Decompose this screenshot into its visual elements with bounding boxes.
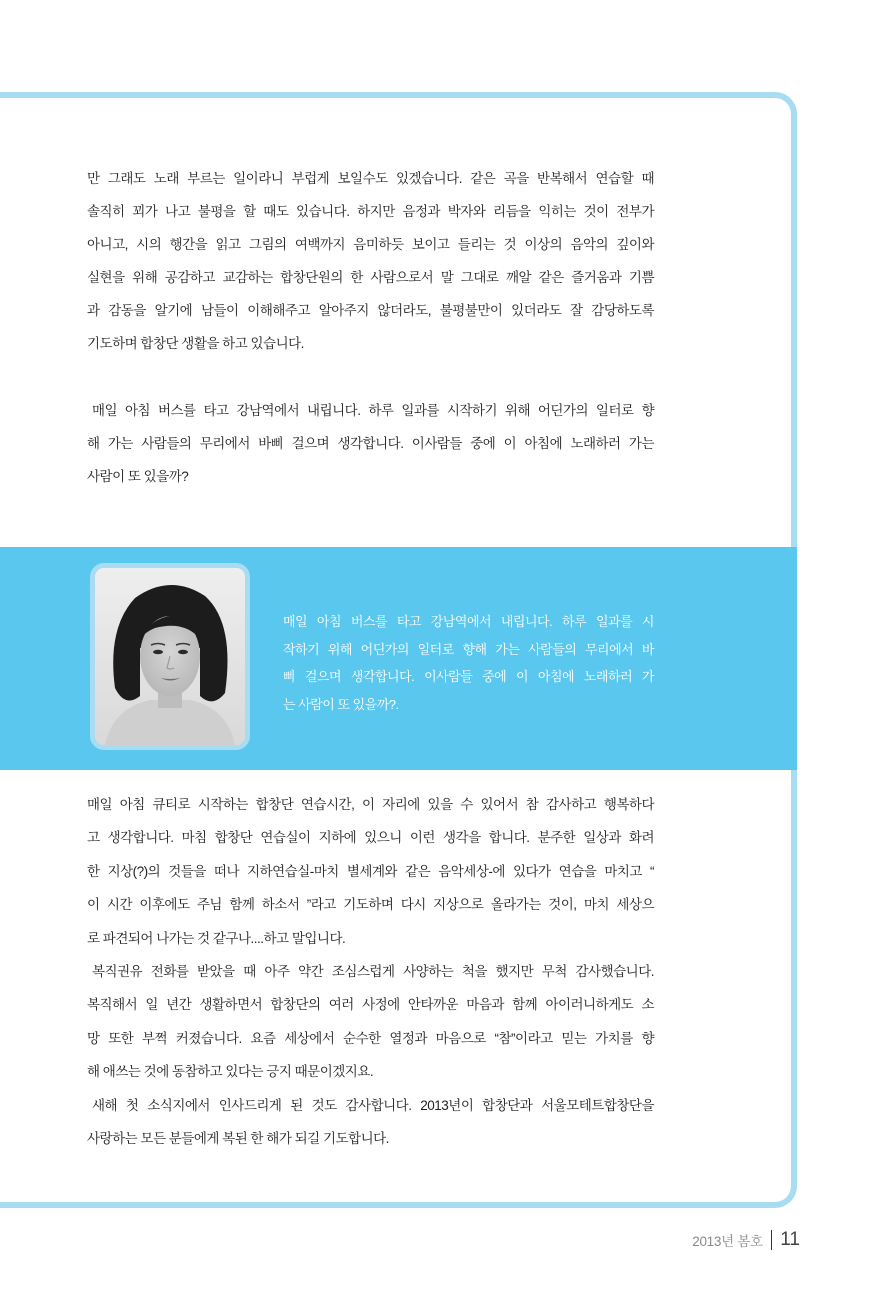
text-line: 이 시간 이후에도 주님 함께 하소서 ”라고 기도하며 다시 지상으로 올라가는 것이, 마치 세상으 xyxy=(87,897,654,913)
text-line: 매일 아침 버스를 타고 강남역에서 내립니다. 하루 일과를 시 xyxy=(283,614,654,629)
text-line: 해 가는 사람들의 무리에서 바삐 걸으며 생각합니다. 이사람들 중에 이 아침에 노래하러 가는 xyxy=(87,436,654,451)
article-body-part-1 xyxy=(87,162,654,360)
text-line: 작하기 위해 어딘가의 일터로 향해 가는 사람들의 무리에서 바 xyxy=(283,641,654,657)
text-line: 매일 아침 버스를 타고 강남역에서 내립니다. 하루 일과를 시작하기 위해 어딘가의 일터로 향 xyxy=(92,403,654,418)
text-line: 아니고, 시의 행간을 읽고 그림의 여백까지 음미하듯 보이고 들리는 것 이상의 음악의 깊이와 xyxy=(87,237,654,252)
text-line: 해 애쓰는 것에 동참하고 있다는 긍지 때문이겠지요. xyxy=(87,1064,374,1080)
pull-quote-text xyxy=(283,608,654,718)
text-line: 망 또한 부쩍 커졌습니다. 요즘 세상에서 순수한 열정과 마음으로 “참”이라고 믿는 가치를 향 xyxy=(87,1030,654,1046)
paragraph xyxy=(87,1089,654,1156)
text-line: 는 사람이 또 있을까?. xyxy=(283,696,399,712)
article-body-part-3 xyxy=(87,788,654,1155)
portrait-photo xyxy=(90,563,250,750)
text-line: 기도하며 합창단 생활을 하고 있습니다. xyxy=(87,336,304,351)
text-line: 사랑하는 모든 분들에게 복된 한 해가 되길 기도합니다. xyxy=(87,1130,389,1146)
issue-label: 2013년 봄호 xyxy=(692,1234,763,1249)
text-line: 고 생각합니다. 마침 합창단 연습실이 지하에 있으니 이런 생각을 합니다. 분주한 일상과 화려 xyxy=(87,830,654,846)
text-line: 과 감동을 알기에 남들이 이해해주고 알아주지 않더라도, 불평불만이 있더라도 잘 감당하도록 xyxy=(87,303,654,318)
paragraph xyxy=(87,788,654,955)
text-line: 복직해서 일 년간 생활하면서 합창단의 여러 사정에 안타까운 마음과 함께 아이러니하게도 소 xyxy=(87,997,654,1013)
text-line: 실현을 위해 공감하고 교감하는 합창단원의 한 사람으로서 말 그대로 깨알 같은 즐거움과 기쁨 xyxy=(87,270,654,285)
article-body-part-2 xyxy=(87,394,654,493)
footer-divider xyxy=(771,1230,773,1250)
paragraph xyxy=(87,955,654,1089)
text-line: 삐 걸으며 생각합니다. 이사람들 중에 이 아침에 노래하러 가 xyxy=(283,669,654,684)
paragraph xyxy=(283,608,654,718)
text-line: 새해 첫 소식지에서 인사드리게 된 것도 감사합니다. 2013년이 합창단과 서울모테트합창단을 xyxy=(92,1097,654,1113)
text-line: 만 그래도 노래 부르는 일이라니 부럽게 보일수도 있겠습니다. 같은 곡을 반복해서 연습할 때 xyxy=(87,171,654,186)
paragraph xyxy=(87,162,654,360)
text-line: 솔직히 꾀가 나고 불평을 할 때도 있습니다. 하지만 음정과 박자와 리듬을 익히는 것이 전부가 xyxy=(87,204,654,219)
text-line: 사람이 또 있을까? xyxy=(87,469,189,484)
paragraph xyxy=(87,394,654,493)
page-footer xyxy=(692,1226,800,1254)
text-line: 복직권유 전화를 받았을 때 아주 약간 조심스럽게 사양하는 척을 했지만 무척 감사했습니다. xyxy=(92,963,654,979)
portrait-image xyxy=(95,568,245,745)
text-line: 로 파견되어 나가는 것 같구나....하고 말입니다. xyxy=(87,930,346,946)
page-number: 11 xyxy=(780,1229,800,1250)
text-line: 한 지상(?)의 것들을 떠나 지하연습실-마치 별세계와 같은 음악세상-에 있다가 연습을 마치고 “ xyxy=(87,863,654,879)
text-line: 매일 아침 큐티로 시작하는 합창단 연습시간, 이 자리에 있을 수 있어서 참 감사하고 행복하다 xyxy=(87,797,654,812)
